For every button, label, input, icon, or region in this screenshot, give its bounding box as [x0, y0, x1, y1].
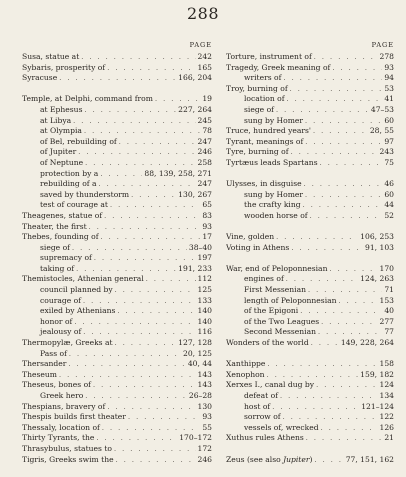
index-entry [226, 94, 394, 105]
index-entry [22, 349, 212, 360]
entry-term: at Libya [40, 115, 72, 125]
entry-term: at Ephesus [40, 104, 83, 114]
dot-leader [321, 423, 378, 434]
index-entry [22, 455, 212, 466]
dot-leader [286, 274, 358, 285]
dot-leader [94, 253, 196, 264]
entry-term: test of courage at [40, 200, 108, 210]
index-entry [226, 402, 394, 413]
page-reference: 20, 125 [183, 348, 212, 358]
page-reference: 28, 55 [369, 126, 394, 136]
page-reference: 112 [197, 274, 212, 284]
dot-leader [287, 94, 383, 105]
page-reference: 77, 151, 162 [345, 454, 394, 464]
dot-leader [69, 349, 181, 360]
dot-leader [303, 200, 383, 211]
entry-term: Sybaris, prosperity of [22, 62, 106, 72]
index-entry [22, 179, 212, 190]
page-reference: 166, 204 [178, 73, 212, 83]
index-entry [22, 126, 212, 137]
entry-term: Theagenes, statue of [22, 210, 103, 220]
index-entry [226, 243, 394, 254]
index-entry [22, 274, 212, 285]
page-reference: 158 [379, 359, 394, 369]
dot-leader [104, 211, 200, 222]
entry-term: sung by Homer [244, 189, 304, 199]
index-entry [22, 391, 212, 402]
dot-leader [321, 317, 377, 328]
page-reference: 47–53 [370, 104, 394, 114]
index-entry [22, 444, 212, 455]
entry-term: Xenophon [226, 369, 265, 379]
entry-term: Pass of [40, 348, 67, 358]
entry-term: Themistocles, Athenian general [22, 274, 144, 284]
page-reference: 172 [197, 443, 212, 453]
index-entry [226, 105, 394, 116]
index-column-left [22, 41, 212, 465]
page-reference: 277 [379, 316, 394, 326]
dot-leader [320, 158, 383, 169]
dot-leader [314, 52, 378, 63]
dot-leader [305, 137, 382, 148]
dot-leader [314, 455, 343, 466]
entry-term: Thirty Tyrants, the [22, 433, 95, 443]
index-entry [22, 285, 212, 296]
page-reference: 97 [384, 136, 394, 146]
index-entry [22, 296, 212, 307]
page-reference: 26–28 [188, 391, 212, 400]
entry-term: exiled by Athenians [40, 306, 116, 316]
page-reference: 242 [197, 52, 212, 61]
dot-leader [329, 264, 377, 275]
page-reference: 83 [202, 210, 212, 220]
dot-leader [84, 126, 200, 137]
dot-leader [101, 232, 201, 243]
page-reference: 149, 228, 264 [340, 338, 394, 348]
entry-term: vessels of, wrecked [244, 422, 319, 432]
dot-leader [310, 211, 383, 222]
page-reference: 71 [384, 285, 394, 295]
index-entry [22, 105, 212, 116]
entry-term: Tragedy, Greek meaning of [226, 62, 331, 72]
dot-leader [291, 147, 378, 158]
index-entry [226, 455, 394, 466]
entry-term: Tyre, burning of [226, 147, 289, 157]
dot-leader [114, 444, 196, 455]
page-reference: 126 [379, 422, 394, 432]
page-reference: 124 [379, 380, 394, 390]
index-entry [22, 190, 212, 201]
index-column-right [226, 41, 394, 465]
index-entry [22, 423, 212, 434]
page-reference: 93 [384, 62, 394, 72]
dot-leader [73, 116, 195, 127]
dot-leader [107, 63, 195, 74]
page-reference: 258 [197, 157, 212, 167]
entry-term: Thessaly, location of [22, 422, 100, 432]
dot-leader [117, 306, 195, 317]
entry-term: defeat of [244, 391, 279, 400]
dot-leader [318, 327, 382, 338]
page-reference: 38–40 [188, 242, 212, 252]
entry-term: writers of [244, 73, 282, 83]
entry-term: Xanthippe [226, 359, 266, 369]
index-entry [226, 380, 394, 391]
page-reference: 52 [384, 210, 394, 220]
dot-leader [280, 391, 377, 402]
page-reference: 246 [197, 454, 212, 464]
dot-leader [83, 327, 195, 338]
entry-term: Thermopylæ, Greeks at [22, 338, 113, 348]
entry-term: of the Two Leagues [244, 316, 320, 326]
index-entry [226, 412, 394, 423]
index-entry [22, 147, 212, 158]
page-reference: 130 [197, 401, 212, 411]
index-entry [226, 63, 394, 74]
dot-leader [96, 433, 177, 444]
entry-term: sung by Homer [244, 115, 304, 125]
page-reference: 75 [384, 157, 394, 167]
page-reference: 93 [202, 221, 212, 231]
entry-term: host of [244, 401, 271, 411]
dot-leader [76, 264, 176, 275]
dot-leader [311, 338, 339, 349]
index-entry [226, 391, 394, 402]
page-reference: 122 [379, 412, 394, 422]
dot-leader [110, 200, 200, 211]
entry-term: Xerxes I., canal dug by [226, 380, 315, 390]
page-reference: 46 [384, 179, 394, 189]
dot-leader [89, 222, 201, 233]
index-entry [226, 317, 394, 328]
index-entry [22, 200, 212, 211]
dot-leader [283, 73, 382, 84]
index-entry [226, 370, 394, 381]
entry-term: siege of [244, 104, 274, 114]
dot-leader [267, 370, 359, 381]
page-reference: 278 [379, 52, 394, 61]
entry-term: sorrow of [244, 412, 281, 422]
dot-leader [283, 412, 378, 423]
dot-leader [155, 94, 200, 105]
index-entry [22, 253, 212, 264]
entry-term: Thespis builds first theater [22, 412, 126, 422]
page-reference: 227, 264 [178, 104, 212, 114]
dot-leader [93, 380, 196, 391]
index-entry [226, 232, 394, 243]
entry-term: Torture, instrument of [226, 52, 312, 61]
dot-leader [68, 359, 185, 370]
entry-term: Greek hero [40, 391, 84, 400]
entry-term: Thespians, bravery of [22, 401, 106, 411]
dot-leader [316, 380, 377, 391]
index-entry [22, 211, 212, 222]
entry-term: Zeus (see also Jupiter) [226, 454, 313, 464]
index-entry [226, 126, 394, 137]
page-reference: 130, 267 [178, 189, 212, 199]
index-entry [22, 243, 212, 254]
index-entry [22, 317, 212, 328]
page-reference: 170–172 [179, 433, 212, 443]
page-reference: 197 [197, 253, 212, 263]
index-entry [226, 73, 394, 84]
page-reference: 60 [384, 115, 394, 125]
column-header-left: PAGE [189, 41, 212, 49]
page-reference: 44 [384, 200, 394, 210]
entry-term: rebuilding of a [40, 179, 97, 189]
index-entry [226, 200, 394, 211]
page-reference: 106, 253 [360, 232, 394, 242]
index-entry [22, 232, 212, 243]
dot-leader [131, 190, 176, 201]
entry-term: Wonders of the world [226, 338, 309, 348]
dot-leader [332, 63, 382, 74]
dot-leader [267, 359, 377, 370]
dot-leader [119, 137, 196, 148]
dot-leader [116, 455, 196, 466]
index-entry [22, 169, 212, 180]
dot-leader [115, 285, 196, 296]
index-entry [22, 359, 212, 370]
entry-term: of Bel, rebuilding of [40, 136, 117, 146]
page-reference: 94 [384, 73, 394, 83]
page-reference: 143 [197, 369, 212, 379]
dot-leader [272, 402, 359, 413]
page-reference: 246 [197, 147, 212, 157]
index-entry [22, 73, 212, 84]
page-reference: 65 [202, 200, 212, 210]
dot-leader [81, 52, 195, 63]
entry-term: wooden horse of [244, 210, 308, 220]
index-entry [226, 116, 394, 127]
page-reference: 78 [202, 126, 212, 136]
index-entry [22, 116, 212, 127]
entry-term: Voting in Athens [226, 242, 290, 252]
dot-leader [74, 317, 195, 328]
entry-term: the crafty king [244, 200, 301, 210]
index-entry [226, 327, 394, 338]
page-reference: 247 [197, 136, 212, 146]
entry-term: siege of [40, 242, 70, 252]
index-entry [22, 94, 212, 105]
page-reference: 191, 233 [178, 263, 212, 273]
page-reference: 247 [197, 179, 212, 189]
entry-term: Temple, at Delphi, command from [22, 94, 153, 104]
dot-leader [291, 243, 363, 254]
index-entry [22, 433, 212, 444]
index-entry [22, 402, 212, 413]
entry-term: honor of [40, 316, 73, 326]
entry-term: Thrasybulus, statues to [22, 443, 112, 453]
page-reference: 40 [384, 306, 394, 316]
page-reference: 125 [197, 285, 212, 295]
dot-leader [78, 147, 195, 158]
page-reference: 77 [384, 327, 394, 337]
dot-leader [276, 105, 369, 116]
entry-term: saved by thunderstorm [40, 189, 130, 199]
dot-leader [72, 243, 187, 254]
entry-term: Theseum [22, 369, 57, 379]
entry-term: Ulysses, in disguise [226, 179, 302, 189]
dot-leader [107, 402, 195, 413]
index-entry [226, 338, 394, 349]
dot-leader [128, 412, 200, 423]
page-number: 288 [186, 4, 220, 23]
page-reference: 121–124 [361, 401, 394, 411]
page-reference: 116 [197, 327, 212, 337]
entry-term: First Messenian [244, 285, 306, 295]
entry-term: Thebes, founding of [22, 232, 99, 242]
entry-term: Susa, statue at [22, 52, 80, 61]
index-entry [22, 222, 212, 233]
entry-term: courage of [40, 295, 82, 305]
dot-leader [290, 84, 383, 95]
index-entry [22, 412, 212, 423]
entry-term: engines of [244, 274, 284, 284]
entry-term: at Olympia [40, 126, 82, 136]
index-entry [226, 211, 394, 222]
column-header-right: PAGE [371, 41, 394, 49]
index-entry [226, 158, 394, 169]
entry-term: Second Messenian [244, 327, 316, 337]
index-entry [226, 264, 394, 275]
dot-leader [100, 169, 142, 180]
dot-leader [102, 423, 201, 434]
entry-term: Truce, hundred years' [226, 126, 312, 136]
index-entry [22, 52, 212, 63]
page-reference: 88, 139, 258, 271 [144, 168, 212, 178]
index-entry [22, 327, 212, 338]
page-reference: 53 [384, 83, 394, 93]
index-entry [22, 63, 212, 74]
index-entry [226, 274, 394, 285]
page-reference: 19 [202, 94, 212, 104]
page-reference: 143 [197, 380, 212, 390]
index-entry [22, 137, 212, 148]
entry-term: Vine, golden [226, 232, 275, 242]
page-reference: 60 [384, 189, 394, 199]
dot-leader [84, 105, 176, 116]
index-entry [226, 433, 394, 444]
page-reference: 133 [197, 295, 212, 305]
page-reference: 55 [202, 422, 212, 432]
index-entry [226, 137, 394, 148]
entry-term: length of Peloponnesian [244, 295, 337, 305]
page-reference: 17 [202, 232, 212, 242]
entry-term: Xuthus rules Athens [226, 433, 304, 443]
index-entry [22, 158, 212, 169]
index-entry [22, 380, 212, 391]
dot-leader [306, 433, 383, 444]
entry-term: Tigris, Greeks swim the [22, 454, 114, 464]
index-entry [226, 190, 394, 201]
entry-term: Syracuse [22, 73, 58, 83]
page-reference: 140 [197, 316, 212, 326]
dot-leader [313, 126, 368, 137]
page-reference: 124, 263 [360, 274, 394, 284]
entry-term: council planned by [40, 285, 113, 295]
entry-term: Thersander [22, 359, 67, 369]
index-entry [22, 306, 212, 317]
entry-term: supremacy of [40, 253, 92, 263]
index-entry [226, 359, 394, 370]
index-entry [226, 179, 394, 190]
dot-leader [115, 338, 177, 349]
dot-leader [300, 306, 382, 317]
dot-leader [59, 370, 196, 381]
page-reference: 134 [379, 391, 394, 400]
dot-leader [305, 116, 382, 127]
dot-leader [339, 296, 378, 307]
index-entry [226, 147, 394, 158]
dot-leader [85, 391, 187, 402]
index-entry [226, 84, 394, 95]
page-reference: 93 [202, 412, 212, 422]
index-entry [22, 264, 212, 275]
entry-term: Tyrtæus leads Spartans [226, 157, 318, 167]
page-reference: 127, 128 [178, 338, 212, 348]
page-reference: 153 [379, 295, 394, 305]
index-entry [22, 370, 212, 381]
index-entry [226, 285, 394, 296]
page-reference: 243 [379, 147, 394, 157]
page-reference: 140 [197, 306, 212, 316]
entry-term: of the Epigoni [244, 306, 299, 316]
entry-term: protection by a [40, 168, 99, 178]
dot-leader [305, 190, 382, 201]
dot-leader [146, 274, 196, 285]
entry-term: Tyrant, meanings of [226, 136, 304, 146]
dot-leader [85, 158, 195, 169]
page-reference: 91, 103 [365, 242, 394, 252]
entry-term: taking of [40, 263, 75, 273]
dot-leader [304, 179, 383, 190]
dot-leader [276, 232, 358, 243]
entry-term: Theater, the first [22, 221, 87, 231]
page-reference: 159, 182 [360, 369, 394, 379]
index-entry [22, 338, 212, 349]
index-entry [226, 306, 394, 317]
entry-term: War, end of Peloponnesian [226, 263, 328, 273]
dot-leader [99, 179, 196, 190]
page-reference: 170 [379, 263, 394, 273]
page-reference: 165 [197, 62, 212, 72]
page-reference: 245 [197, 115, 212, 125]
page-reference: 21 [384, 433, 394, 443]
dot-leader [59, 73, 176, 84]
entry-term: location of [244, 94, 285, 104]
dot-leader [83, 296, 195, 307]
entry-term: of Jupiter [40, 147, 77, 157]
entry-term: Troy, burning of [226, 83, 288, 93]
page-reference: 41 [384, 94, 394, 104]
page-reference: 40, 44 [187, 359, 212, 369]
dot-leader [308, 285, 382, 296]
index-entry [226, 52, 394, 63]
index-entry [226, 423, 394, 434]
index-entry [226, 296, 394, 307]
entry-term: jealousy of [40, 327, 82, 337]
entry-term: Theseus, bones of [22, 380, 91, 390]
entry-term: of Neptune [40, 157, 84, 167]
